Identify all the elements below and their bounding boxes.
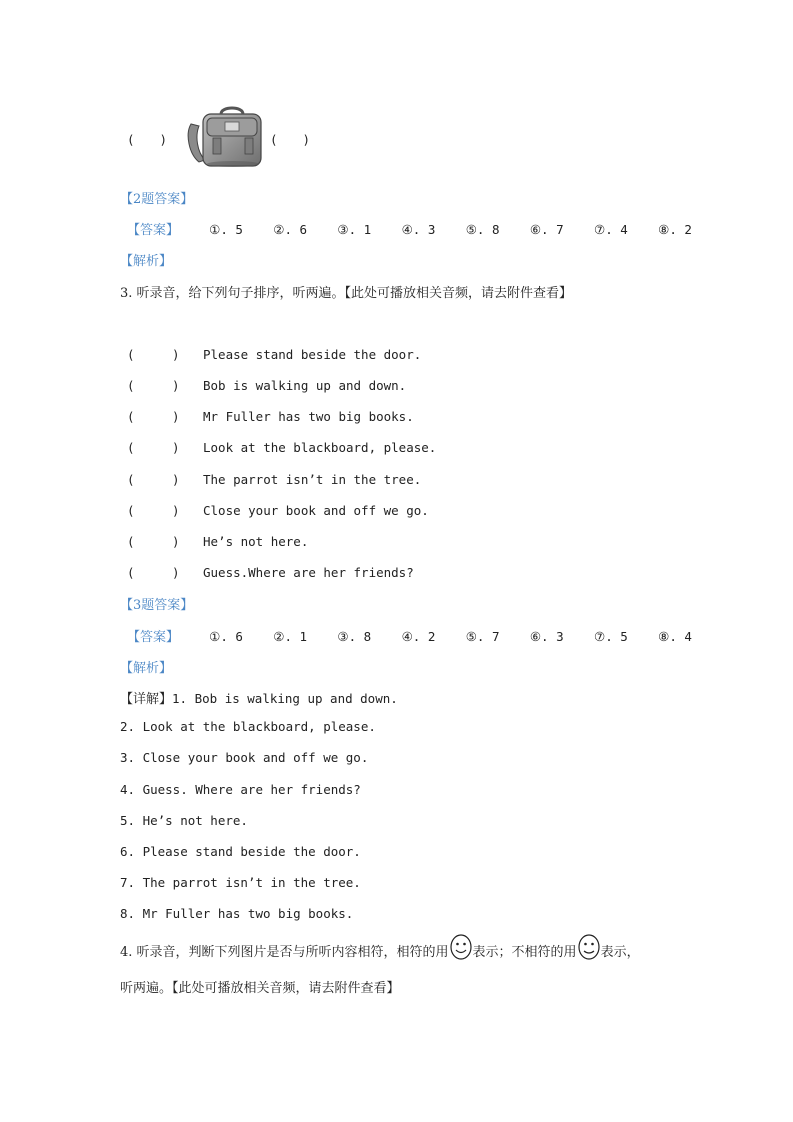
q3-sentence-row: [127, 345, 421, 363]
q3-answer-label: 【答案】: [127, 630, 180, 645]
q4-prompt-part: 4. 听录音，判断下列图片是否与所听内容相符，相符的用: [120, 945, 449, 960]
q2-answer-row: [127, 219, 718, 238]
q3-answer-item: ①. 6: [209, 629, 243, 644]
q2-answer-item: ②. 6: [273, 222, 308, 237]
q3-detail-line: 8. Mr Fuller has two big books.: [120, 906, 354, 921]
q3-sentence: Look at the blackboard, please.: [203, 440, 437, 455]
q3-sentence-row: [127, 438, 436, 456]
blank-parenthesis: ( ): [127, 534, 180, 549]
q3-detail-line: 3. Close your book and off we go.: [120, 750, 369, 765]
q3-sentence: Guess.Where are her friends?: [203, 565, 414, 580]
q2-answer-label: 【答案】: [127, 223, 180, 238]
q2-answer-item: ⑥. 7: [529, 222, 564, 237]
q3-sentence: Bob is walking up and down.: [203, 378, 407, 393]
q2-analysis-label: 【解析】: [120, 254, 173, 269]
blank-parenthesis: ( ): [127, 409, 180, 424]
blank-parenthesis: ( ): [127, 347, 180, 362]
q3-analysis-label: 【解析】: [120, 661, 173, 676]
q3-detail-line: 7. The parrot isn’t in the tree.: [120, 875, 361, 890]
q3-sentence-row: [127, 532, 308, 550]
q3-detail-label: 【详解】: [120, 692, 173, 707]
q3-answer-row: [127, 626, 718, 645]
q3-sentence-row: [127, 407, 414, 425]
q3-detail-line: 5. He’s not here.: [120, 813, 248, 828]
blank-parenthesis: ( ): [127, 440, 180, 455]
q2-answer-item: ⑤. 8: [465, 222, 500, 237]
q3-answer-item: ⑦. 5: [593, 629, 628, 644]
q2-answer-item: ③. 1: [337, 222, 372, 237]
q2-answer-item: ④. 3: [401, 222, 436, 237]
q3-answer-header: 【3题答案】: [120, 598, 194, 613]
blank-parenthesis: ( ): [127, 565, 180, 580]
q4-prompt-line2: 听两遍。【此处可播放相关音频，请去附件查看】: [120, 981, 400, 996]
q3-answer-item: ③. 8: [337, 629, 372, 644]
q3-answer-item: ②. 1: [273, 629, 308, 644]
smiley-face-icon: [450, 934, 472, 971]
q3-detail-text: 1. Bob is walking up and down.: [172, 691, 398, 706]
q2-answer-item: ⑦. 4: [593, 222, 628, 237]
q3-detail-line: 6. Please stand beside the door.: [120, 844, 361, 859]
q3-sentence: Mr Fuller has two big books.: [203, 409, 414, 424]
q3-sentence: He’s not here.: [203, 534, 309, 549]
q3-detail-line: 2. Look at the blackboard, please.: [120, 719, 376, 734]
schoolbag-icon: [183, 104, 265, 172]
q3-sentence: The parrot isn’t in the tree.: [203, 472, 422, 487]
q3-answer-item: ⑤. 7: [465, 629, 500, 644]
blank-parenthesis-left: ( ): [127, 132, 168, 147]
q3-sentence: Close your book and off we go.: [203, 503, 429, 518]
q3-sentence: Please stand beside the door.: [203, 347, 422, 362]
blank-parenthesis: ( ): [127, 503, 180, 518]
q3-detail-line: 4. Guess. Where are her friends?: [120, 782, 361, 797]
q4-prompt: [120, 934, 640, 971]
q3-answer-item: ④. 2: [401, 629, 436, 644]
q3-prompt: 3. 听录音，给下列句子排序，听两遍。【此处可播放相关音频，请去附件查看】: [120, 286, 573, 301]
q4-prompt-part: 表示，: [600, 945, 640, 960]
q3-answer-item: ⑧. 4: [658, 629, 692, 644]
q2-answer-item: ①. 5: [209, 222, 243, 237]
q3-detail-line: [120, 688, 398, 707]
blank-parenthesis: ( ): [127, 378, 180, 393]
q2-answer-item: ⑧. 2: [658, 222, 692, 237]
q3-answer-item: ⑥. 3: [529, 629, 564, 644]
blank-parenthesis: ( ): [127, 472, 180, 487]
schoolbag-picture: [183, 104, 265, 176]
blank-parenthesis-right: ( ): [270, 132, 311, 147]
q3-sentence-row: [127, 563, 414, 581]
q2-answer-header: 【2题答案】: [120, 192, 194, 207]
q3-sentence-row: [127, 501, 429, 519]
smiley-face-icon: [578, 934, 600, 971]
q3-sentence-row: [127, 376, 406, 394]
q3-sentence-row: [127, 470, 421, 488]
q4-prompt-part: 表示；不相符的用: [472, 945, 577, 960]
